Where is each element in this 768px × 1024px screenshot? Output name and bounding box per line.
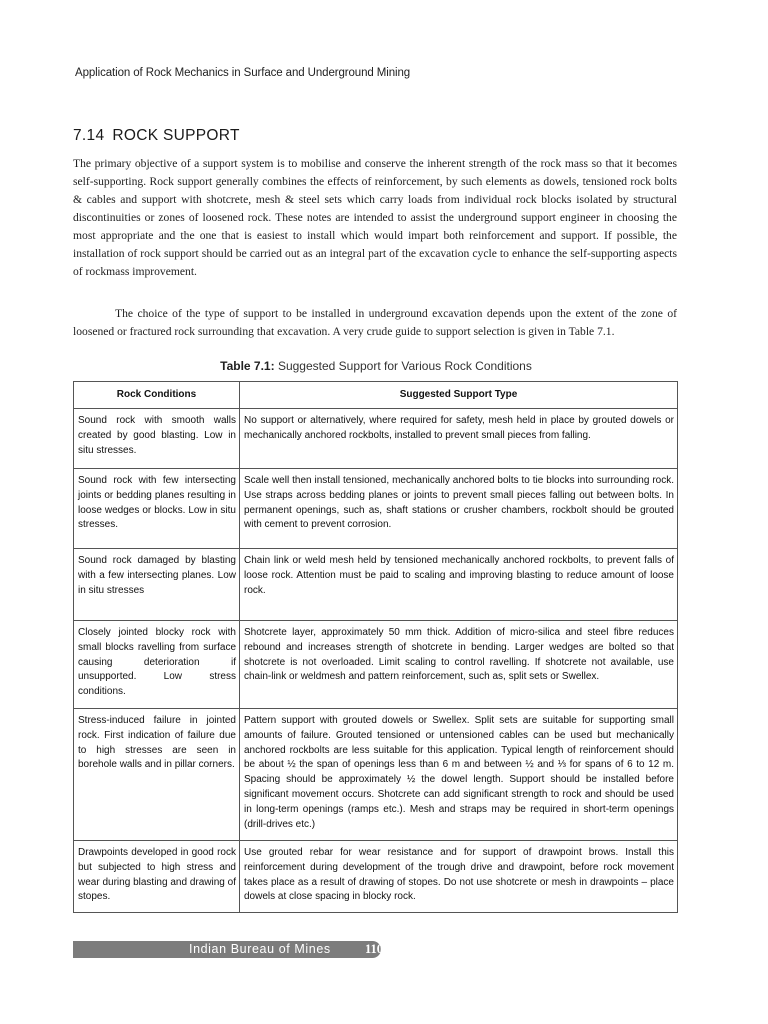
page-number: 110 xyxy=(365,942,384,956)
rock-condition-cell: Stress-induced failure in jointed rock. First indication of failure due to high stresses are seen in borehole walls and in pillar corners. xyxy=(74,709,240,841)
rock-condition-cell: Sound rock with few intersecting joints or bedding planes resulting in loose wedges or blocks. Low in situ stresses. xyxy=(74,469,240,549)
rock-condition-cell: Closely jointed blocky rock with small blocks ravelling from surface causing deterioration if unsupported. Low stress conditions. xyxy=(74,621,240,709)
table-caption-label: Table 7.1: xyxy=(220,359,275,373)
running-header: Application of Rock Mechanics in Surface and Underground Mining xyxy=(75,67,411,79)
table-row xyxy=(74,709,678,841)
table-row xyxy=(74,549,678,621)
table-row xyxy=(74,841,678,913)
section-number: 7.14 xyxy=(73,127,105,144)
header-rock-conditions: Rock Conditions xyxy=(74,382,240,409)
section-heading xyxy=(73,127,240,145)
support-type-cell: Chain link or weld mesh held by tensioned mechanically anchored rockbolts, to prevent falls of loose rock. Attention must be paid to scaling and improving blasting to reduce amount of loose rock. xyxy=(240,549,678,621)
paragraph-support-choice: The choice of the type of support to be installed in underground excavation depends upon the extent of the zone of loosened or fractured rock surrounding that excavation. A very crude guide to support selection is given in Table 7.1. xyxy=(73,307,677,338)
section-title: ROCK SUPPORT xyxy=(112,127,240,144)
support-type-cell: No support or alternatively, where required for safety, mesh held in place by grouted dowels or mechanically anchored rockbolts, installed to prevent small pieces from falling. xyxy=(240,409,678,469)
table-row xyxy=(74,621,678,709)
support-type-cell: Pattern support with grouted dowels or Swellex. Split sets are suitable for supporting small amounts of failure. Grouted tensioned or untensioned cables can be used but mechanically anchored rockbolts are less suitable for this application. Typical length of reinforcement should be about ½ the span of openings less than 6 m and between ½ and ⅓ for spans of 6 to 12 m. Spacing should be approximately ½ the dowel length. Support should be installed before significant movement occurs. Shotcrete can add significant strength to rock and should be used in long-term openings (ramps etc.). Mesh and straps may be required in short-term openings (drill-drives etc.) xyxy=(240,709,678,841)
table-row xyxy=(74,409,678,469)
support-type-cell: Use grouted rebar for wear resistance and for support of drawpoint brows. Install this reinforcement during development of the trough drive and drawpoint, before rock movement takes place as a result of drawing of stopes. Do not use shotcrete or mesh in drawpoints – place dowels at close spacing in blocky rock. xyxy=(240,841,678,913)
table-caption xyxy=(0,359,752,373)
table-header-row xyxy=(74,382,678,409)
table-caption-text: Suggested Support for Various Rock Conditions xyxy=(277,359,532,373)
rock-condition-cell: Sound rock damaged by blasting with a few intersecting planes. Low in situ stresses xyxy=(74,549,240,621)
rock-condition-cell: Sound rock with smooth walls created by good blasting. Low in situ stresses. xyxy=(74,409,240,469)
support-type-cell: Shotcrete layer, approximately 50 mm thick. Addition of micro-silica and steel fibre reduces rebound and increases strength of shotcrete in bending. Larger wedges are bolted so that shotcrete is not overloaded. Limit scaling to control ravelling. If shotcrete not available, use chain-link or weldmesh and pattern reinforcement, such as, split sets or Swellex. xyxy=(240,621,678,709)
support-type-cell: Scale well then install tensioned, mechanically anchored bolts to tie blocks into surrounding rock. Use straps across bedding planes or joints to prevent small pieces falling out between bolts. In permanent openings, such as, shaft stations or crusher chambers, rockbolt should be grouted with cement to prevent corrosion. xyxy=(240,469,678,549)
header-suggested-support: Suggested Support Type xyxy=(240,382,678,409)
rock-condition-cell: Drawpoints developed in good rock but subjected to high stress and wear during blasting and drawing of stopes. xyxy=(74,841,240,913)
footer-publisher: Indian Bureau of Mines xyxy=(189,942,331,956)
table-row xyxy=(74,469,678,549)
support-table xyxy=(73,381,678,913)
paragraph-intro: The primary objective of a support system is to mobilise and conserve the inherent strength of the rock mass so that it becomes self-supporting. Rock support generally combines the effects of reinforcement, by such elements as dowels, tensioned rock bolts & cables and support with shotcrete, mesh & steel sets which carry loads from individual rock blocks isolated by structural discontinuities or zones of loosened rock. These notes are intended to assist the underground support engineer in choosing the most appropriate and the one that is easiest to install which would impart both reinforcement and support. If possible, the installation of rock support should be carried out as an integral part of the excavation cycle to enhance the self-supporting aspects of rockmass improvement. xyxy=(73,157,677,278)
